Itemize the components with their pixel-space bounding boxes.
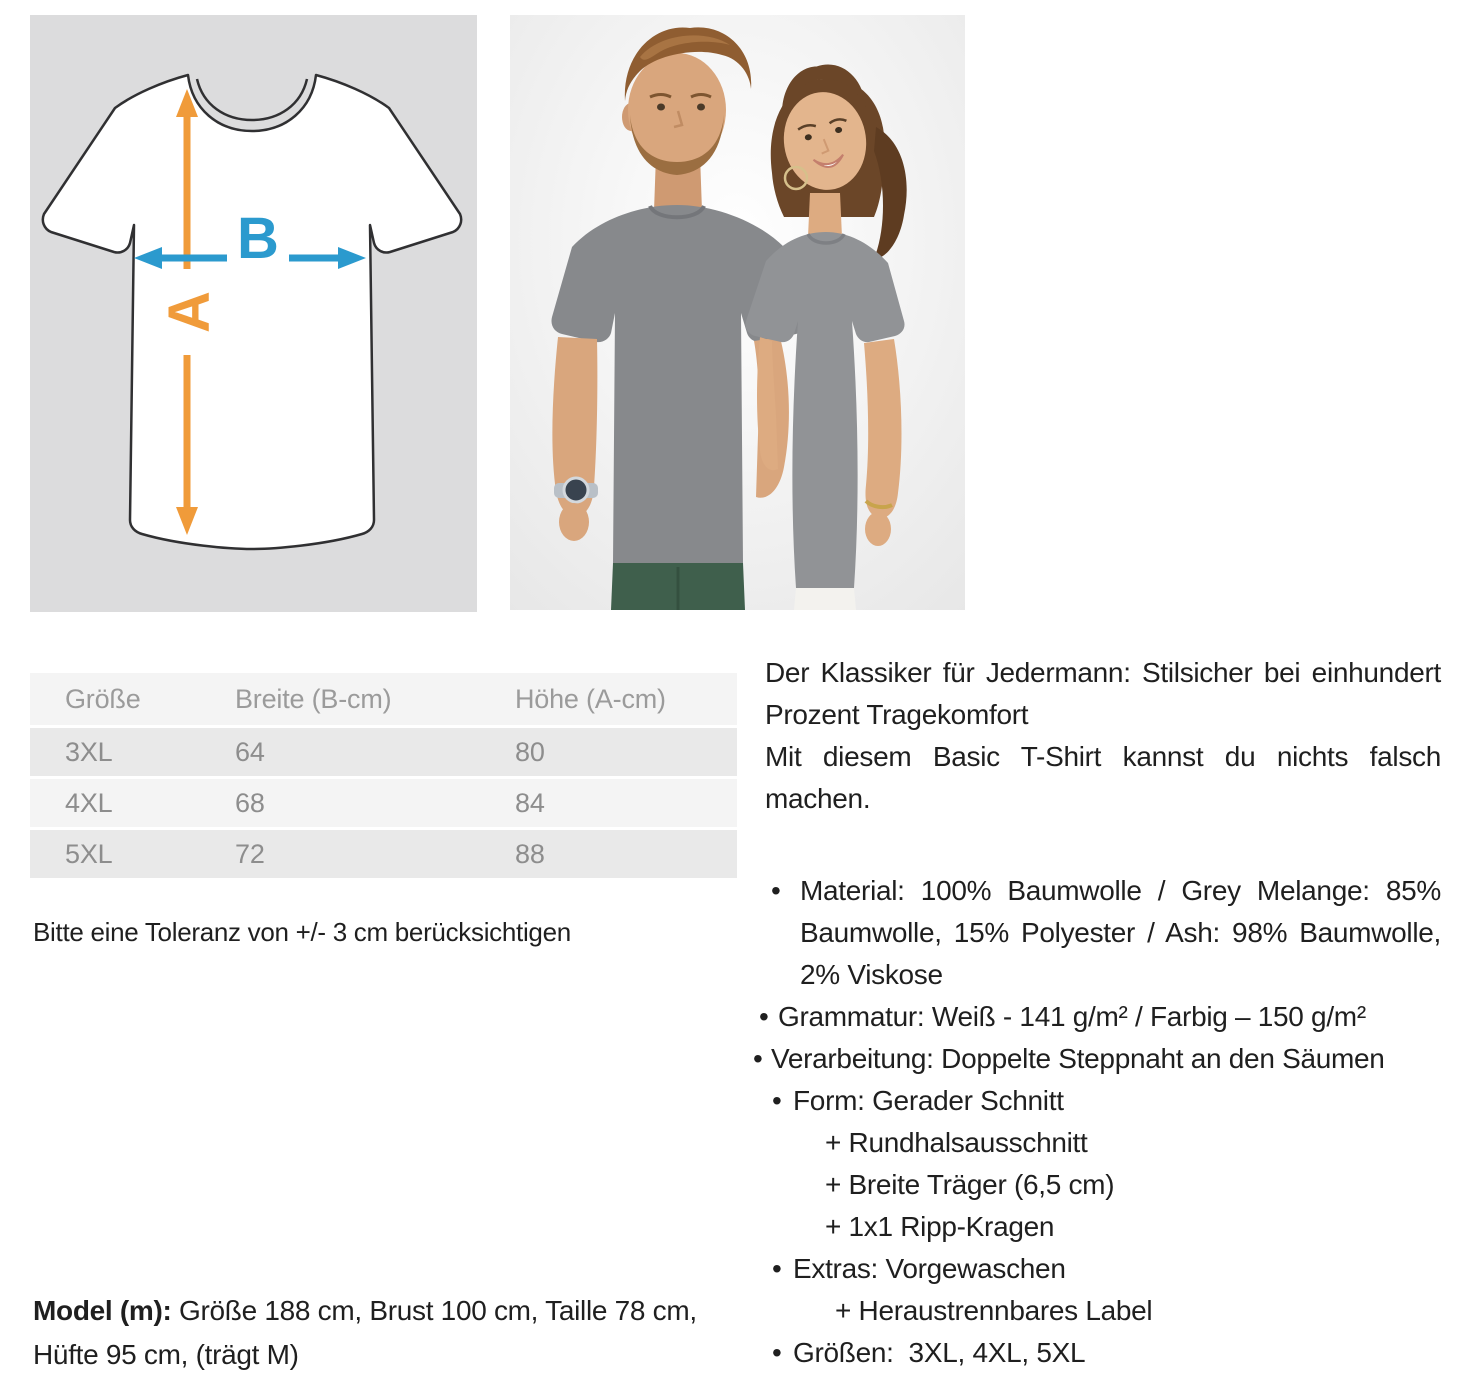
bullet-dot: • <box>772 1253 782 1284</box>
description-bullet-item <box>765 1248 1441 1290</box>
description-bullet-item <box>765 1080 1441 1122</box>
tshirt-outline <box>43 75 461 549</box>
bullet-dot: • <box>759 1001 769 1032</box>
bullet-text: Form: Gerader Schnitt <box>793 1085 1064 1116</box>
description-bullet-item <box>753 1038 1441 1080</box>
description-line: Baumwolle, 15% Polyester / Ash: 98% Baumwolle, <box>800 917 1441 948</box>
bullet-text: Größen: 3XL, 4XL, 5XL <box>793 1337 1086 1368</box>
description-sub-item: + 1x1 Ripp-Kragen <box>825 1211 1055 1242</box>
bullet-text: Grammatur: Weiß - 141 g/m² / Farbig – 150 g/m² <box>778 1001 1366 1032</box>
bullet-dot: • <box>771 875 781 906</box>
description-line: Prozent Tragekomfort <box>765 699 1029 730</box>
description-bullet-item <box>759 996 1441 1038</box>
bullet-dot: • <box>753 1043 763 1074</box>
size-table-header-row <box>30 673 737 725</box>
size-table <box>30 670 737 881</box>
width-label: B <box>237 206 279 271</box>
cell-height: 84 <box>515 779 737 827</box>
size-diagram <box>30 15 477 612</box>
product-description <box>753 652 1441 1374</box>
description-line: machen. <box>765 783 871 814</box>
model-info-label: Model (m): <box>33 1295 172 1326</box>
description-sub-item: + Rundhalsausschnitt <box>825 1127 1088 1158</box>
model-info <box>33 1289 739 1377</box>
size-diagram-panel <box>30 15 477 612</box>
column-header-width: Breite (B-cm) <box>235 673 515 725</box>
product-photo-illustration <box>510 15 965 610</box>
size-table-row <box>30 830 737 878</box>
model-info-details: Größe 188 cm, Brust 100 cm, Taille 78 cm, Hüfte 95 cm, (trägt M) <box>33 1295 705 1370</box>
cell-width: 64 <box>235 728 515 776</box>
description-bullet-item <box>765 870 1441 912</box>
cell-size: 5XL <box>30 830 235 878</box>
description-line: Mit diesem Basic T-Shirt kannst du nichts falsch <box>765 741 1441 772</box>
description-line: Der Klassiker für Jedermann: Stilsicher bei einhundert <box>765 657 1441 688</box>
size-table-row <box>30 779 737 827</box>
cell-height: 88 <box>515 830 737 878</box>
description-sub-item: + Breite Träger (6,5 cm) <box>825 1169 1115 1200</box>
product-photo <box>510 15 965 610</box>
cell-width: 72 <box>235 830 515 878</box>
collar-inner-line <box>197 79 307 120</box>
column-header-size: Größe <box>30 673 235 725</box>
description-bullet-item <box>765 1332 1441 1374</box>
description-line: 2% Viskose <box>800 959 943 990</box>
cell-height: 80 <box>515 728 737 776</box>
bullet-text: Material: 100% Baumwolle / Grey Melange: 85% <box>800 875 1441 906</box>
cell-size: 4XL <box>30 779 235 827</box>
column-header-height: Höhe (A-cm) <box>515 673 737 725</box>
cell-size: 3XL <box>30 728 235 776</box>
bullet-text: Extras: Vorgewaschen <box>793 1253 1066 1284</box>
bullet-text: Verarbeitung: Doppelte Steppnaht an den Säumen <box>771 1043 1385 1074</box>
bullet-dot: • <box>772 1085 782 1116</box>
cell-width: 68 <box>235 779 515 827</box>
size-table-row <box>30 728 737 776</box>
tolerance-note: Bitte eine Toleranz von +/- 3 cm berücksichtigen <box>33 917 571 947</box>
description-sub-item: + Heraustrennbares Label <box>835 1295 1153 1326</box>
bullet-dot: • <box>772 1337 782 1368</box>
height-label: A <box>157 291 222 333</box>
